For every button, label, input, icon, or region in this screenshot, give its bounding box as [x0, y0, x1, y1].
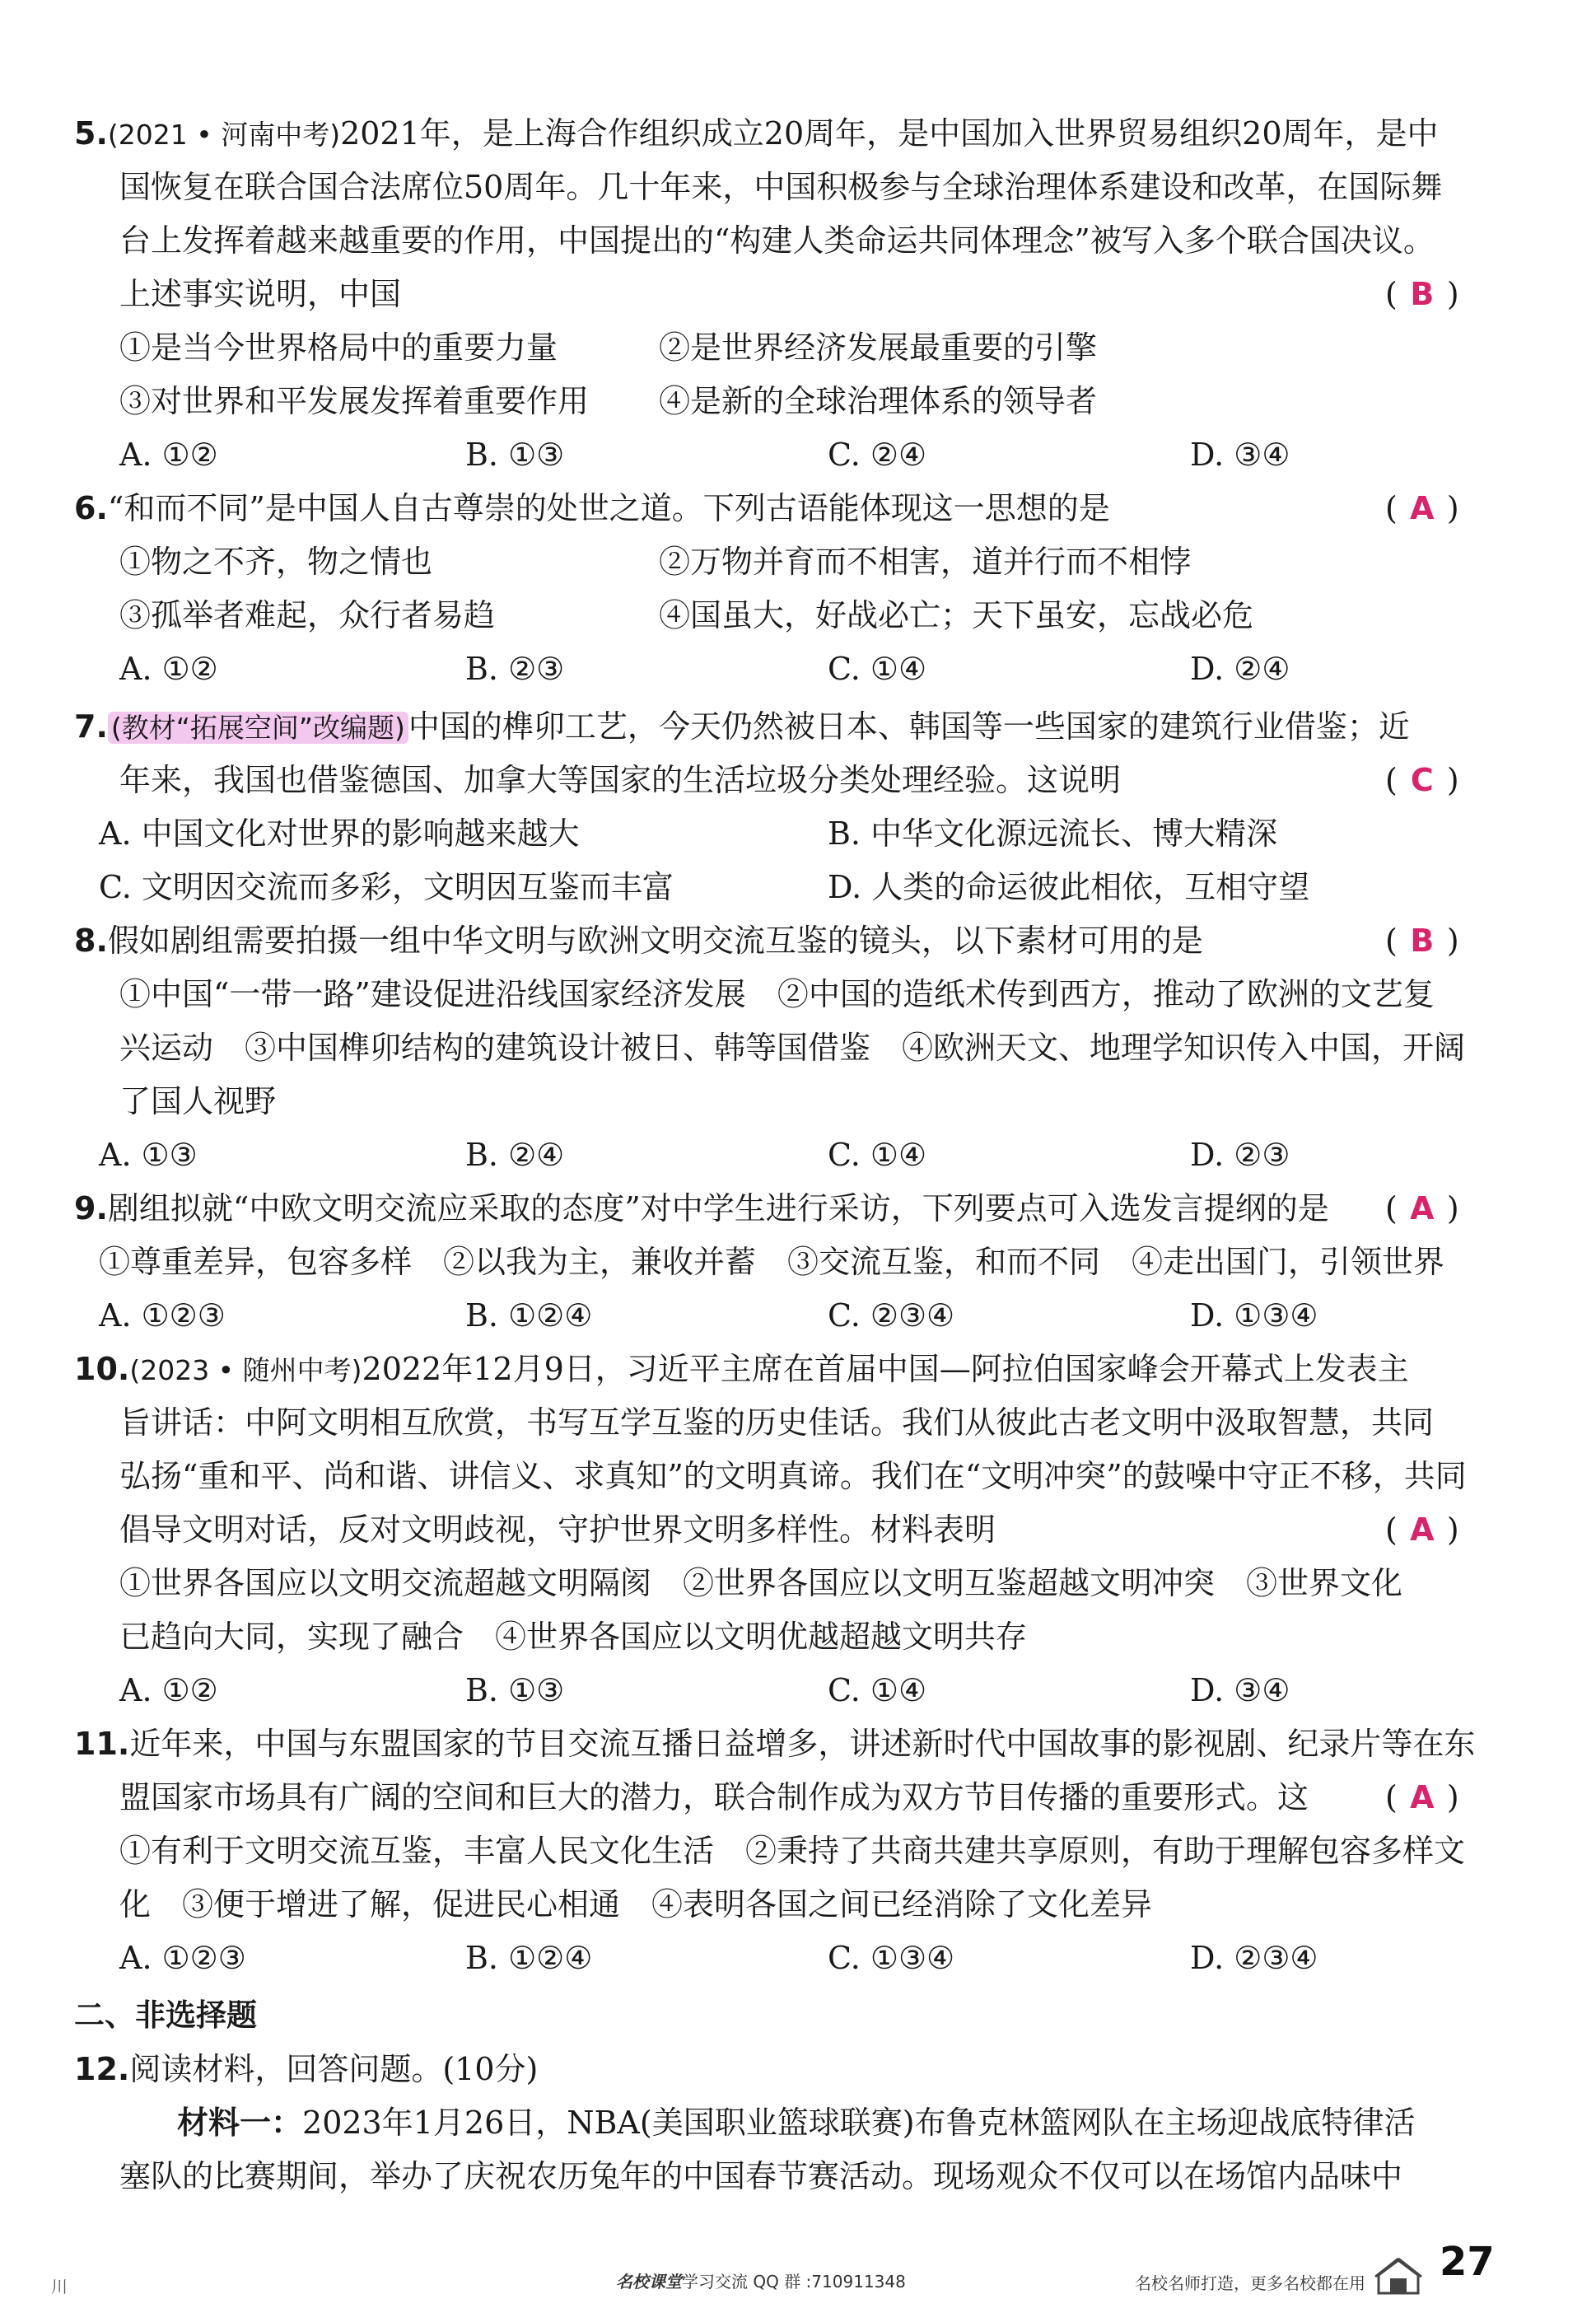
q10-line-5: ①世界各国应以文明交流超越文明隔阂 ②世界各国应以文明互鉴超越文明冲突 ③世界文化 [119, 1565, 1403, 1601]
q7-line-2: 年来，我国也借鉴德国、加拿大等国家的生活垃圾分类处理经验。这说明 [119, 762, 1122, 798]
q5-line-3: 台上发挥着越来越重要的作用，中国提出的“构建人类命运共同体理念”被写入多个联合国决议。 [119, 222, 1435, 259]
q12-material-line-1: 材料一：2023年1月26日，NBA(美国职业篮球联赛)布鲁克林篮网队在主场迎战底特律活 [177, 2105, 1416, 2141]
q12-material-line-2: 塞队的比赛期间，举办了庆祝农历兔年的中国春节赛活动。现场观众不仅可以在场馆内品味中 [119, 2158, 1403, 2194]
q5-option-d: D. ③④ [1190, 437, 1290, 473]
q10-line-4: 倡导文明对话，反对文明歧视，守护世界文明多样性。材料表明 [119, 1511, 996, 1548]
q7-option-c: C. 文明因交流而多彩，文明因互鉴而丰富 [99, 869, 674, 905]
q5-statement-1: ①是当今世界格局中的重要力量 [119, 329, 558, 366]
q7-answer: ( C ) [1385, 762, 1459, 798]
q6-statement-2: ②万物并育而不相害，道并行而不相悖 [659, 544, 1192, 580]
q10-answer: ( A ) [1385, 1511, 1459, 1548]
q5-statement-4: ④是新的全球治理体系的领导者 [659, 383, 1098, 419]
q8-option-d: D. ②③ [1190, 1137, 1290, 1173]
q9-line-1: 9.剧组拟就“中欧文明交流应采取的态度”对中学生进行采访，下列要点可入选发言提纲的是 [74, 1190, 1329, 1226]
footer-slogan: 名校名师打造，更多名校都在用 [1135, 2273, 1365, 2293]
question-source-highlighted: (教材“拓展空间”改编题) [108, 712, 408, 744]
q11-option-b: B. ①②④ [465, 1940, 593, 1976]
q8-option-b: B. ②④ [465, 1137, 565, 1173]
q5-line-2: 国恢复在联合国合法席位50周年。几十年来，中国积极参与全球治理体系建设和改革，在国际舞 [119, 169, 1443, 205]
footer-qq-group: 名校课堂学习交流 QQ 群 :710911348 [616, 2272, 906, 2292]
q8-answer: ( B ) [1385, 923, 1459, 959]
q5-statement-2: ②是世界经济发展最重要的引擎 [659, 329, 1098, 366]
question-number: 6. [74, 490, 108, 526]
q7-line-1: 7. (教材“拓展空间”改编题) 中国的榫卯工艺，今天仍然被日本、韩国等一些国家的建筑行业借鉴；近 [74, 708, 1410, 745]
q10-line-2: 旨讲话：中阿文明相互欣赏，书写互学互鉴的历史佳话。我们从彼此古老文明中汲取智慧，共同 [119, 1404, 1435, 1441]
q5-answer: ( B ) [1385, 276, 1459, 312]
q10-option-b: B. ①③ [465, 1672, 565, 1708]
q8-line-4: 了国人视野 [119, 1083, 277, 1119]
q7-option-b: B. 中华文化源远流长、博大精深 [828, 815, 1278, 852]
q11-line-2: 盟国家市场具有广阔的空间和巨大的潜力，联合制作成为双方节目传播的重要形式。这 [119, 1779, 1309, 1815]
brand-logo-icon [1374, 2252, 1423, 2300]
q11-line-4: 化 ③便于增进了解，促进民心相通 ④表明各国之间已经消除了文化差异 [119, 1886, 1153, 1923]
q9-option-c: C. ②③④ [828, 1297, 955, 1334]
q10-option-d: D. ③④ [1190, 1672, 1290, 1708]
q9-option-a: A. ①②③ [99, 1297, 226, 1334]
q10-option-a: A. ①② [119, 1672, 218, 1708]
q11-option-d: D. ②③④ [1190, 1940, 1318, 1976]
q11-line-1: 11.近年来，中国与东盟国家的节目交流互播日益增多，讲述新时代中国故事的影视剧、纪录片等在东 [74, 1726, 1476, 1762]
q6-statement-1: ①物之不齐，物之情也 [119, 544, 433, 580]
q8-option-c: C. ①④ [828, 1137, 927, 1173]
q8-line-2: ①中国“一带一路”建设促进沿线国家经济发展 ②中国的造纸术传到西方，推动了欧洲的文艺复 [119, 976, 1435, 1012]
q8-line-1: 8.假如剧组需要拍摄一组中华文明与欧洲文明交流互鉴的镜头，以下素材可用的是 [74, 923, 1203, 959]
q11-line-3: ①有利于文明交流互鉴，丰富人民文化生活 ②秉持了共商共建共享原则，有助于理解包容多样文 [119, 1833, 1466, 1869]
q5-option-b: B. ①③ [465, 437, 565, 473]
question-number: 12. [74, 2051, 130, 2087]
question-number: 5. [74, 115, 108, 152]
question-source: (2021 • 河南中考) [107, 119, 341, 151]
q5-statement-3: ③对世界和平发展发挥着重要作用 [119, 383, 590, 419]
q7-option-a: A. 中国文化对世界的影响越来越大 [99, 815, 580, 852]
q10-option-c: C. ①④ [828, 1672, 927, 1708]
q11-option-a: A. ①②③ [119, 1940, 246, 1976]
material-label: 材料一： [177, 2105, 303, 2141]
q6-statement-4: ④国虽大，好战必亡；天下虽安，忘战必危 [659, 597, 1254, 633]
q9-option-b: B. ①②④ [465, 1297, 593, 1334]
question-number: 7. [74, 708, 108, 745]
q11-answer: ( A ) [1385, 1779, 1459, 1815]
q5-option-a: A. ①② [119, 437, 218, 473]
question-number: 11. [74, 1726, 130, 1762]
q6-answer: ( A ) [1385, 490, 1459, 526]
q9-option-d: D. ①③④ [1190, 1297, 1318, 1334]
q5-line-4: 上述事实说明，中国 [119, 276, 402, 312]
q8-line-3: 兴运动 ③中国榫卯结构的建筑设计被日、韩等国借鉴 ④欧洲天文、地理学知识传入中国，开阔 [119, 1030, 1466, 1066]
q10-line-3: 弘扬“重和平、尚和谐、讲信义、求真知”的文明真谛。我们在“文明冲突”的鼓噪中守正不移，共同 [119, 1458, 1467, 1494]
q5-line-1: 5.(2021 • 河南中考)2021年，是上海合作组织成立20周年，是中国加入世界贸易组织20周年，是中 [74, 115, 1439, 152]
q6-option-d: D. ②④ [1190, 651, 1290, 687]
q10-line-6: 已趋向大同，实现了融合 ④世界各国应以文明优越超越文明共存 [119, 1619, 1028, 1655]
q6-statement-3: ③孤举者难起，众行者易趋 [119, 597, 496, 633]
q9-line-2: ①尊重差异，包容多样 ②以我为主，兼收并蓄 ③交流互鉴，和而不同 ④走出国门，引领世界 [99, 1244, 1445, 1280]
q6-line-1: 6.“和而不同”是中国人自古尊崇的处世之道。下列古语能体现这一思想的是 [74, 490, 1110, 526]
section-title: 二、非选择题 [74, 1997, 257, 2033]
q6-option-b: B. ②③ [465, 651, 565, 687]
q12-line-1: 12.阅读材料，回答问题。(10分) [74, 2051, 539, 2087]
q6-option-a: A. ①② [119, 651, 218, 687]
q6-option-c: C. ①④ [828, 651, 927, 687]
question-number: 8. [74, 923, 108, 959]
footer-region-mark: 川 [51, 2277, 68, 2296]
footer-brand: 名校课堂 [616, 2272, 682, 2292]
q11-option-c: C. ①③④ [828, 1940, 955, 1976]
q8-option-a: A. ①③ [99, 1137, 198, 1173]
question-source: (2023 • 随州中考) [129, 1354, 362, 1386]
page-number: 27 [1440, 2239, 1495, 2285]
q9-answer: ( A ) [1385, 1190, 1459, 1226]
question-number: 10. [74, 1351, 130, 1387]
q5-option-c: C. ②④ [828, 437, 927, 473]
q7-option-d: D. 人类的命运彼此相依，互相守望 [828, 869, 1310, 905]
q10-line-1: 10.(2023 • 随州中考)2022年12月9日，习近平主席在首届中国—阿拉伯国家峰会开幕式上发表主 [74, 1351, 1409, 1387]
question-number: 9. [74, 1190, 108, 1226]
